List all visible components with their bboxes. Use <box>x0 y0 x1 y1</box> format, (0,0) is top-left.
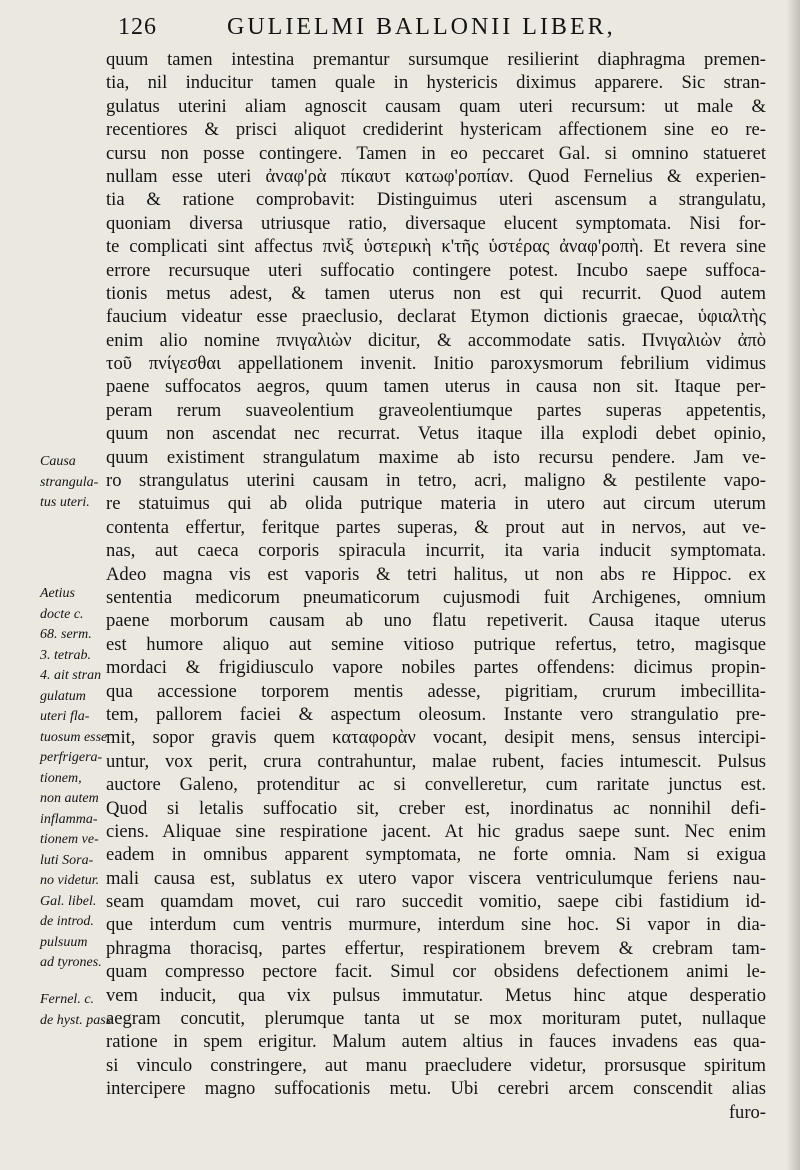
text-line: eadem in omnibus apparent symptomata, ne forte omnia. Nam si exigua <box>106 844 766 866</box>
margin-note-line: de hyst. pass <box>40 1012 112 1028</box>
margin-note-line: pulsuum <box>40 934 88 950</box>
margin-note-line: docte c. <box>40 606 84 622</box>
main-text-block <box>106 48 766 1124</box>
margin-note-line: no videtur. <box>40 873 100 888</box>
text-line: tia, nil inducitur tamen quale in hystericis diximus apparere. Sic stran- <box>106 72 766 94</box>
margin-note-line: 3. tetrab. <box>40 647 91 663</box>
text-line: tia & ratione comprobavit: Distinguimus uteri ascensum a strangulatu, <box>106 189 766 211</box>
text-line: re statuimus qui ab olida putrique materia in utero aut circum uterum <box>106 493 766 515</box>
text-line: quam compresso pectore facit. Simul cor obsidens defectionem animi le- <box>106 961 766 983</box>
margin-note-line: uteri fla- <box>40 709 90 724</box>
text-line: quum existiment strangulatum maxime ab isto recursu pendere. Jam ve- <box>106 446 766 468</box>
text-line: est humore aliquo aut semine vitioso putrique refertus, tetro, magisque <box>106 633 766 655</box>
text-line: mit, sopor gravis quem καταφορὰν vocant, desipit mens, sensus intercipi- <box>106 727 766 749</box>
text-line: sententia medicorum pneumaticorum cujusmodi fuit Archigenes, omnium <box>106 586 766 608</box>
text-line: errore recursuque uteri suffocatio contingere potest. Incubo saepe suffoca- <box>106 259 766 281</box>
text-line: ciens. Aliquae sine respiratione jacent. At hic gradus saepe sunt. Nec enim <box>106 820 766 842</box>
text-line: ratione in spem erigitur. Malum autem altius in fauces invadens eas qua- <box>106 1031 766 1053</box>
text-line: intercipere magno suffocationis metu. Ubi cerebri arcem conscendit alias <box>106 1078 766 1100</box>
text-line: peram rerum suaveolentium graveolentiumque partes superas appetentis, <box>106 399 766 421</box>
text-line: paene suffocatos aegros, quum tamen uterus in causa non sit. Itaque per- <box>106 376 766 398</box>
text-line: vem inducit, qua vix pulsus immutatur. Metus hinc atque desperatio <box>106 984 766 1006</box>
text-line: quoniam diversa utriusque ratio, diversaque elucent symptomata. Nisi for- <box>106 212 766 234</box>
text-line: gulatus uterini aliam agnoscit causam quam uteri recursum: ut male & <box>106 95 766 117</box>
margin-note-line: Causa <box>40 454 76 469</box>
text-line: seam quamdam movet, cui raro succedit vomitio, saepe cibi fastidium id- <box>106 891 766 913</box>
margin-note-line: inflamma- <box>40 811 98 827</box>
text-line: tionis metus adest, & tamen uterus non est qui recurrit. Quod autem <box>106 282 766 304</box>
margin-note-aetius <box>40 584 116 974</box>
margin-note-line: tus uteri. <box>40 495 90 510</box>
text-line: auctore Galeno, protenditur ac si convelleretur, cum raritate junctus est. <box>106 774 766 796</box>
text-line: quum tamen intestina premantur sursumque resilierint diaphragma premen- <box>106 49 766 70</box>
text-line: quum non ascendat nec recurrat. Vetus itaque illa explodi debet opinio, <box>106 423 766 445</box>
text-line: paene morborum causam ab uno flatu repetiverit. Causa itaque uterus <box>106 610 766 632</box>
text-line: faucium videatur esse praeclusio, declarat Etymon dictionis graecae, ὑφιαλτὴς <box>106 306 766 328</box>
text-line: qua accessione torporem mentis adesse, pigritiam, crurum imbecillita- <box>106 680 766 702</box>
margin-note-line: Gal. libel. <box>40 893 97 909</box>
text-line: aegram concutit, plerumque tanta ut se mox morituram putet, nullaque <box>106 1008 766 1030</box>
text-line: contenta effertur, feritque partes superas, & prout aut in nervos, aut ve- <box>106 516 766 538</box>
margin-note-line: 4. ait stran <box>40 668 102 683</box>
text-line: Quod si letalis suffocatio sit, creber est, inordinatus ac nonnihil defi- <box>106 797 766 819</box>
text-line: enim alio nomine πνιγαλιὼν dicitur, & accommodate satis. Πνιγαλιὼν ἀπὸ <box>106 329 766 351</box>
text-line: untur, vox perit, crura contrahuntur, malae rubent, facies intumescit. Pulsus <box>106 750 766 772</box>
margin-note-line: 68. serm. <box>40 627 92 642</box>
text-line: nullam esse uteri ἀναφ'ρὰ πίκαυτ κατωφ'ροπίαν. Quod Fernelius & experien- <box>106 165 766 187</box>
text-line: si vinculo constringere, aut manu praecludere videtur, prorsusque spiritum <box>106 1054 766 1076</box>
margin-note-line: perfrigera- <box>40 750 103 765</box>
margin-note-line: luti Sora- <box>40 852 94 868</box>
page-number: 126 <box>118 14 157 40</box>
margin-note-line: tionem ve- <box>40 832 99 847</box>
text-line: recentiores & prisci aliquot crediderint hystericam affectionem sine eo re- <box>106 119 766 141</box>
text-line: τοῦ πνίγεσθαι appellationem invenit. Initio paroxysmorum febrilium vidimus <box>106 353 766 375</box>
text-line: tem, pallorem faciei & aspectum oleosum. Instante vero strangulatio pre- <box>106 703 766 725</box>
margin-note-line: Fernel. c. <box>40 992 95 1007</box>
margin-note-line: Aetius <box>40 586 75 601</box>
margin-note-causa <box>40 452 116 514</box>
margin-note-line: tuosum esse <box>40 729 108 745</box>
margin-note-line: tionem, <box>40 770 82 786</box>
text-line: nas, aut caeca corporis spiracula incurrit, ita varia inducit symptomata. <box>106 540 766 562</box>
margin-note-fernel <box>40 990 116 1031</box>
text-line: ro strangulatus uterini causam in tetro, acri, maligno & pestilente vapo- <box>106 470 766 492</box>
text-line: mordaci & frigidiusculo vapore nobiles partes offendens: dicimus propin- <box>106 657 766 679</box>
margin-note-line: ad tyrones. <box>40 955 102 970</box>
margin-note-line: non autem <box>40 791 99 806</box>
text-line: mali causa est, sublatus ex utero vapor viscera ventriculumque feriens nau- <box>106 867 766 889</box>
text-line: cursu non posse contingere. Tamen in eo peccaret Gal. si omnino statueret <box>106 142 766 164</box>
text-line: phragma thoracisq, partes effertur, respirationem brevem & crebram tam- <box>106 937 766 959</box>
text-line: furo- <box>728 1101 766 1123</box>
running-title: GULIELMI BALLONII LIBER, <box>227 14 616 40</box>
margin-note-line: de introd. <box>40 914 94 929</box>
text-line: que interdum cum ventris murmure, interdum sine hoc. Si vapor in dia- <box>106 914 766 936</box>
margin-note-line: strangula- <box>40 474 99 490</box>
text-line: Adeo magna vis est vaporis & tetri halitus, ut non abs re Hippoc. ex <box>106 563 766 585</box>
margin-note-line: gulatum <box>40 688 86 704</box>
text-line: te complicati sint affectus πνὶξ ὑστερικὴ κ'τῆς ὑστέρας ἀναφ'ροπὴ. Et revera sine <box>106 236 766 258</box>
